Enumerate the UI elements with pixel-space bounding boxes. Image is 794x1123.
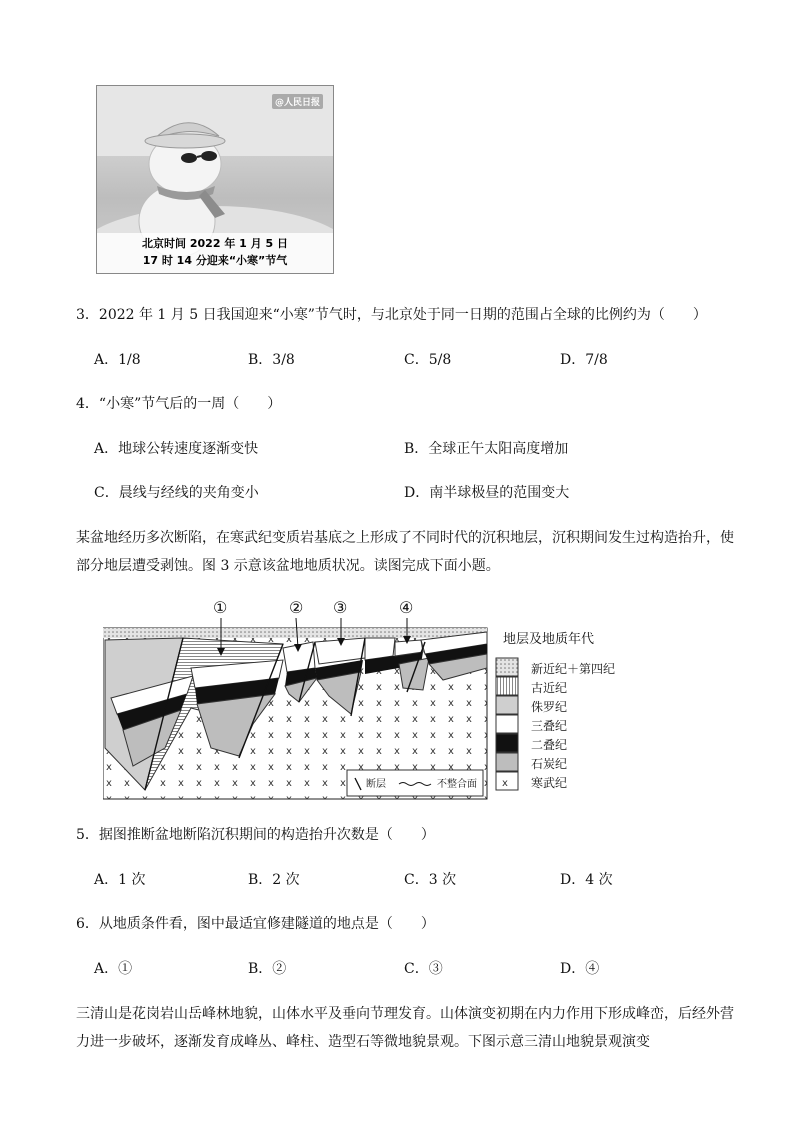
- fault-label: 断层: [366, 779, 386, 790]
- question-4-stem: 4．“小寒”节气后的一周（ ）: [76, 396, 282, 412]
- photo-caption: [97, 233, 333, 273]
- q3-option-a[interactable]: A．1/8: [94, 352, 141, 368]
- legend-item-permian: 二叠纪: [531, 738, 568, 752]
- legend-item-cambrian: 寒武纪: [531, 776, 568, 790]
- unconformity-label: 不整合面: [437, 779, 477, 790]
- q3-option-b[interactable]: B．3/8: [248, 352, 295, 368]
- legend-item-triassic: 三叠纪: [531, 719, 568, 733]
- site-marker-3: ③: [333, 598, 348, 617]
- q5-option-b[interactable]: B．2 次: [248, 872, 300, 888]
- q5-option-a[interactable]: A．1 次: [94, 872, 146, 888]
- q3-option-c[interactable]: C．5/8: [404, 352, 452, 368]
- site-marker-4: ④: [399, 598, 414, 617]
- passage-basin: 某盆地经历多次断陷，在寒武纪变质岩基底之上形成了不同时代的沉积地层，沉积期间发生过构造抬升，使部分地层遭受剥蚀。图 3 示意该盆地地质状况。读图完成下面小题。: [76, 530, 734, 574]
- passage-sanqingshan: 三清山是花岗岩山岳峰林地貌，山体水平及垂向节理发育。山体演变初期在内力作用下形成峰峦，后经外营力进一步破坏，逐渐发育成峰丛、峰柱、造型石等微地貌景观。下图示意三清山地貌景观演变: [76, 1006, 734, 1050]
- q6-option-b[interactable]: B．②: [248, 961, 287, 977]
- legend-title: 地层及地质年代: [503, 632, 595, 647]
- q3-option-d[interactable]: D．7/8: [560, 352, 608, 368]
- legend-item-paleogene: 古近纪: [531, 681, 568, 695]
- caption-line-2: 17 时 14 分迎来“小寒”节气: [142, 254, 288, 267]
- legend-item-neogene-quaternary: 新近纪＋第四纪: [531, 662, 616, 676]
- snowman-photo: [96, 85, 334, 274]
- site-marker-1: ①: [213, 598, 228, 617]
- q4-option-c[interactable]: C．晨线与经线的夹角变小: [94, 485, 259, 501]
- caption-line-1: 北京时间 2022 年 1 月 5 日: [142, 237, 288, 250]
- legend-item-carboniferous: 石炭纪: [531, 757, 568, 771]
- q6-option-d[interactable]: D．④: [560, 961, 600, 977]
- q4-option-a[interactable]: A．地球公转速度逐渐变快: [94, 441, 259, 457]
- newspaper-logo: @人民日报: [272, 94, 323, 109]
- site-marker-2: ②: [289, 598, 304, 617]
- q6-option-c[interactable]: C．③: [404, 961, 443, 977]
- q4-option-d[interactable]: D．南半球极昼的范围变大: [404, 485, 570, 501]
- q5-option-d[interactable]: D．4 次: [560, 872, 613, 888]
- question-3-stem: 3．2022 年 1 月 5 日我国迎来“小寒”节气时，与北京处于同一日期的范围占全球的比例约为（ ）: [76, 307, 707, 323]
- question-5-stem: 5．据图推断盆地断陷沉积期间的构造抬升次数是（ ）: [76, 827, 435, 843]
- q6-option-a[interactable]: A．①: [94, 961, 133, 977]
- question-6-stem: 6．从地质条件看，图中最适宜修建隧道的地点是（ ）: [76, 916, 435, 932]
- q5-option-c[interactable]: C．3 次: [404, 872, 457, 888]
- q4-option-b[interactable]: B．全球正午太阳高度增加: [404, 441, 569, 457]
- legend-item-jurassic: 侏罗纪: [531, 700, 568, 714]
- basin-geology-figure: [103, 598, 663, 802]
